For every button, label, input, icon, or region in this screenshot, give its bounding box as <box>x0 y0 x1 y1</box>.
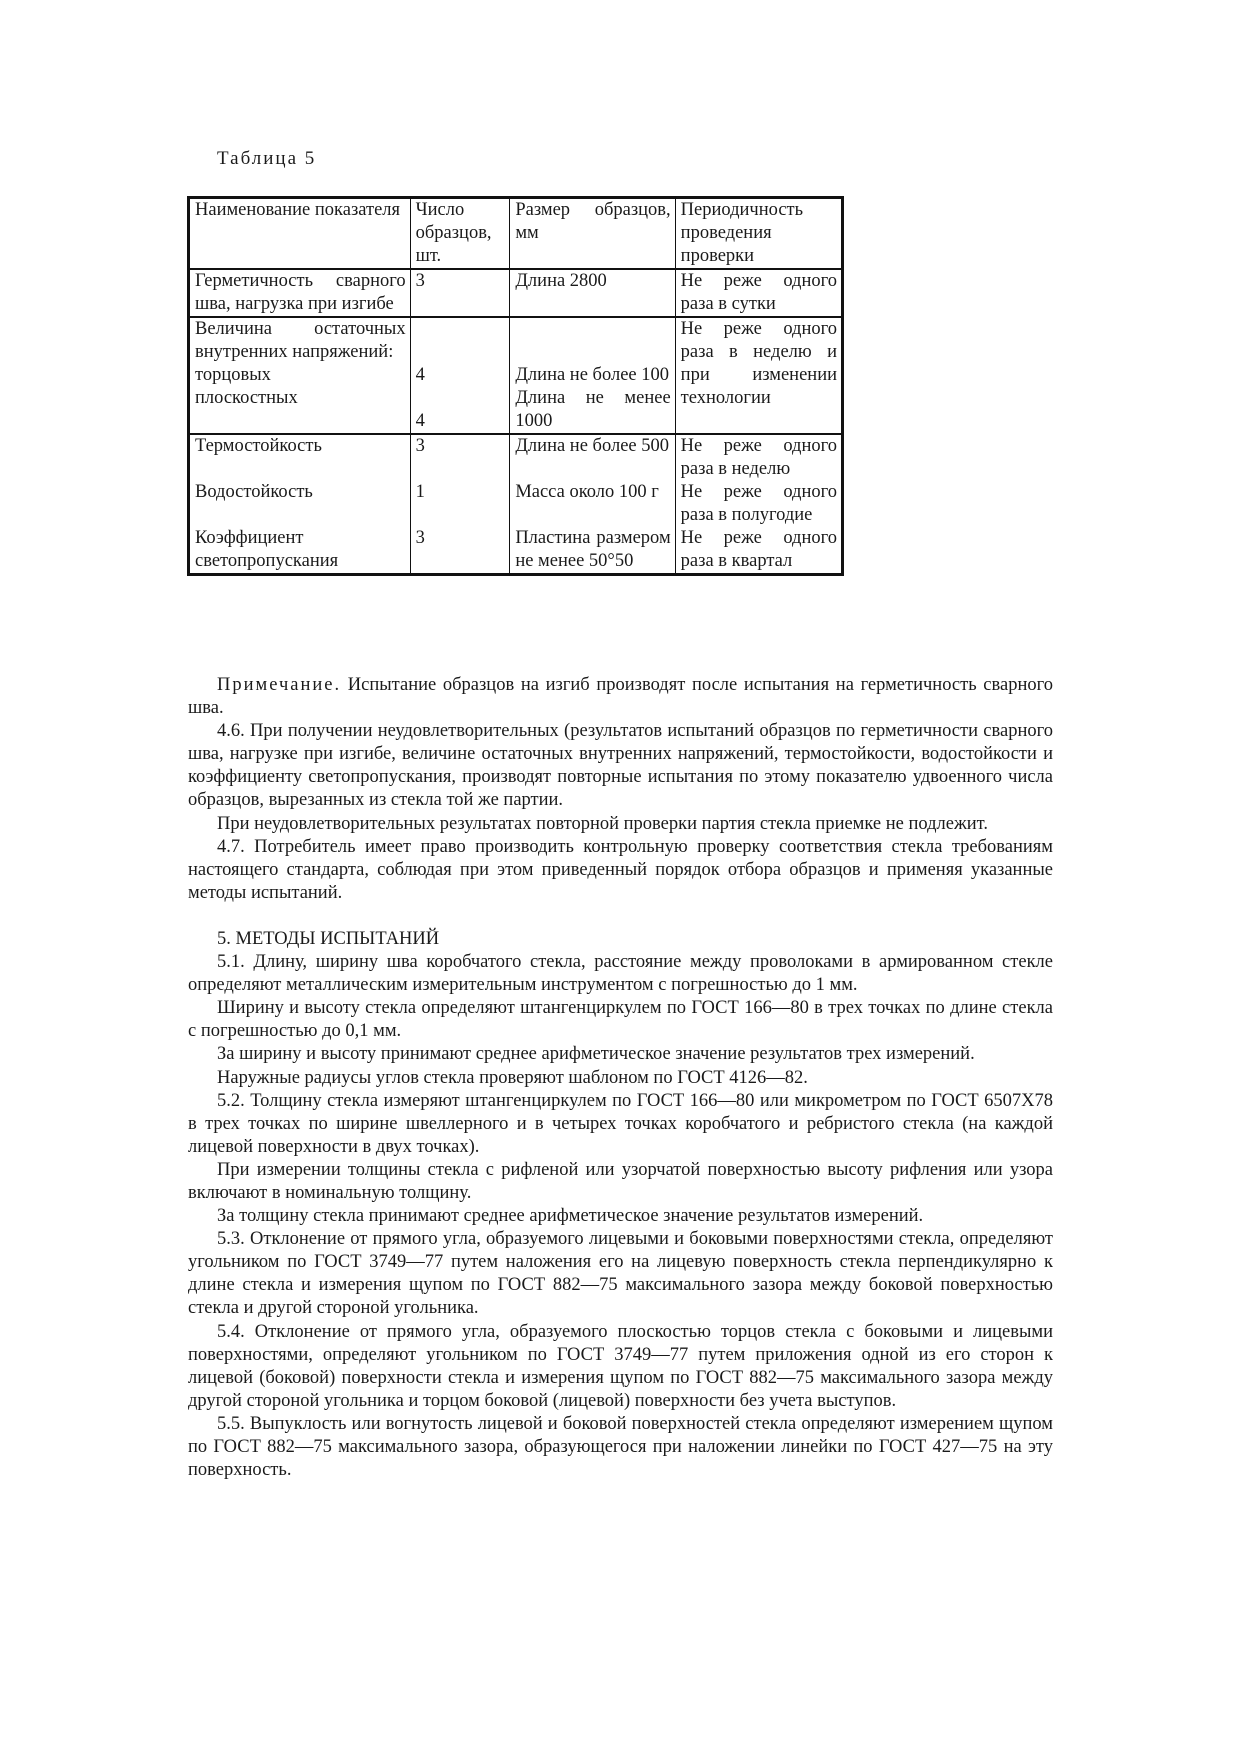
cell-count <box>410 317 510 434</box>
note-text: Испытание образцов на изгиб производят после испытания на герметичность сварного шва. <box>188 675 1053 719</box>
header-cell: Размер образцов, мм <box>510 198 675 270</box>
table-row <box>189 434 843 481</box>
cell-name: Герметичность сварного шва, нагрузка при изгибе <box>189 269 411 317</box>
cell-count: 1 <box>410 481 510 527</box>
cell-period: Не реже одного раза в неделю и при изменении технологии <box>675 317 842 434</box>
cell-count: 3 <box>410 527 510 575</box>
cell-name <box>189 317 411 434</box>
table-row <box>189 527 843 575</box>
table-note <box>188 674 1053 720</box>
cell-size-value: Длина не менее 1000 <box>515 388 671 431</box>
paragraph: Наружные радиусы углов стекла проверяют шаблоном по ГОСТ 4126—82. <box>217 1067 808 1088</box>
cell-name: Термостойкость <box>189 434 411 481</box>
paragraph: 5.1. Длину, ширину шва коробчатого стекла, расстояние между проволоками в армированном стекле определяют металлическим измерительным инструментом с погрешностью до 1 мм. <box>188 952 1053 996</box>
paragraph: 4.6. При получении неудовлетворительных (результатов испытаний образцов по герметичности сварного шва, нагрузке при изгибе, величине остаточных внутренних напряжений, термостойкости, водостойкости и коэффициенту светопропускания, производят повторные испытания по этому показателю удвоенного числа образцов, вырезанных из стекла той же партии. <box>188 721 1053 811</box>
cell-size <box>510 317 675 434</box>
cell-size: Длина не более 500 <box>510 434 675 481</box>
cell-count-value: 4 <box>415 411 425 431</box>
note-label: Примечание. <box>217 675 342 695</box>
cell-count: 3 <box>410 434 510 481</box>
paragraph: Ширину и высоту стекла определяют штангенциркулем по ГОСТ 166—80 в трех точках по длине стекла с погрешностью до 0,1 мм. <box>188 998 1053 1042</box>
paragraph: При неудовлетворительных результатах повторной проверки партия стекла приемке не подлежит. <box>217 813 988 834</box>
cell-name: Водостойкость <box>189 481 411 527</box>
header-cell: Периодичность проведения проверки <box>675 198 842 270</box>
paragraph: 5.2. Толщину стекла измеряют штангенциркулем по ГОСТ 166—80 или микрометром по ГОСТ 6507Х78 в трех точках по ширине швеллерного и в четырех точках коробчатого и ребристого стекла (на каждой лицевой поверхности в двух точках). <box>188 1090 1053 1157</box>
paragraph: При измерении толщины стекла с рифленой или узорчатой поверхностью высоту рифления или узора включают в номинальную толщину. <box>188 1159 1053 1203</box>
cell-size-value: Длина не более 100 <box>515 365 669 385</box>
cell-name-sub: торцовых <box>195 365 271 385</box>
cell-size: Масса около 100 г <box>510 481 675 527</box>
table-header-row <box>189 198 843 270</box>
cell-period: Не реже одного раза в неделю <box>675 434 842 481</box>
cell-size: Длина 2800 <box>510 269 675 317</box>
cell-size: Пластина размером не менее 50°50 <box>510 527 675 575</box>
paragraph: 5.5. Выпуклость или вогнутость лицевой и боковой поверхностей стекла определяют измерением щупом по ГОСТ 882—75 максимального зазора, образующегося при наложении линейки по ГОСТ 427—75 на эту поверхность. <box>188 1413 1053 1481</box>
sampling-table <box>187 196 844 576</box>
paragraph: 4.7. Потребитель имеет право производить контрольную проверку соответствия стекла требованиям настоящего стандарта, соблюдая при этом приведенный порядок отбора образцов и применяя указанные методы испытаний. <box>188 836 1053 903</box>
table-row <box>189 317 843 434</box>
section-title: 5. МЕТОДЫ ИСПЫТАНИЙ <box>217 928 440 949</box>
table-row <box>189 481 843 527</box>
header-cell: Наименование показателя <box>189 198 411 270</box>
paragraph: 5.4. Отклонение от прямого угла, образуемого плоскостью торцов стекла с боковыми и лицевыми поверхностями, определяют угольником по ГОСТ 3749—77 путем приложения одной из его сторон к лицевой (боковой) поверхности стекла и измерения щупом по ГОСТ 882—75 максимального зазора между другой стороной угольника и торцом боковой (лицевой) поверхности без учета выступов. <box>188 1321 1053 1411</box>
cell-count-value: 4 <box>415 365 425 385</box>
table-row <box>189 269 843 317</box>
cell-period: Не реже одного раза в полугодие <box>675 481 842 527</box>
cell-name-sub: плоскостных <box>195 388 298 408</box>
paragraph: За толщину стекла принимают среднее арифметическое значение результатов измерений. <box>217 1206 924 1227</box>
cell-name-main: Величина остаточных внутренних напряжений: <box>195 319 406 362</box>
table-caption: Таблица 5 <box>217 148 317 169</box>
paragraph: За ширину и высоту принимают среднее арифметическое значение результатов трех измерений. <box>217 1044 975 1065</box>
cell-period: Не реже одного раза в квартал <box>675 527 842 575</box>
cell-count: 3 <box>410 269 510 317</box>
paragraph: 5.3. Отклонение от прямого угла, образуемого лицевыми и боковыми поверхностями стекла, определяют угольником по ГОСТ 3749—77 путем наложения его на лицевую поверхность стекла перпендикулярно к длине стекла и измерения щупом по ГОСТ 882—75 максимального зазора между боковой поверхностью стекла и другой стороной угольника. <box>188 1229 1053 1319</box>
cell-name: Коэффициент светопропускания <box>189 527 411 575</box>
body-text <box>188 674 1053 1482</box>
header-cell: Число образцов, шт. <box>410 198 510 270</box>
cell-period: Не реже одного раза в сутки <box>675 269 842 317</box>
